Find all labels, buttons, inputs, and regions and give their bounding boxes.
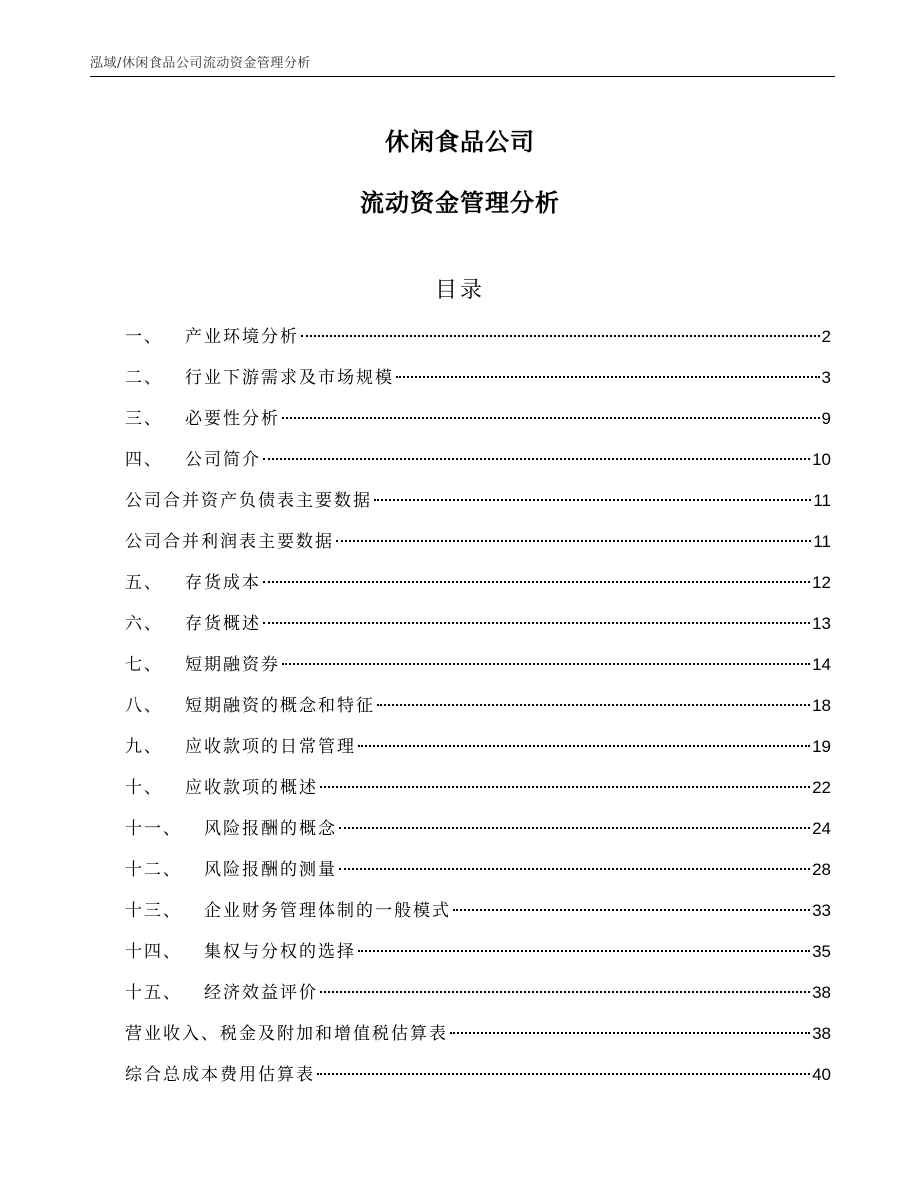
toc-dot-leader [396,376,820,378]
toc-entry[interactable] [125,483,831,524]
toc-entry-page: 24 [812,819,831,838]
toc-entry-page: 9 [821,409,831,428]
toc-entry[interactable] [125,1057,831,1098]
toc-entry[interactable] [125,811,831,852]
toc-entry[interactable] [125,729,831,770]
toc-entry-title: 营业收入、税金及附加和增值税估算表 [125,1024,448,1044]
toc-entry-number: 十三、 [125,901,182,921]
toc-entry-page: 22 [812,778,831,797]
toc-entry[interactable] [125,770,831,811]
toc-entry-page: 10 [812,450,831,469]
toc-dot-leader [377,704,810,706]
toc-entry-number: 十二、 [125,860,182,880]
toc-entry-page: 14 [812,655,831,674]
toc-dot-leader [453,909,810,911]
toc-entry-number: 六、 [125,614,163,634]
toc-entry[interactable] [125,893,831,934]
toc-entry[interactable] [125,524,831,565]
toc-entry-title: 风险报酬的测量 [204,860,337,880]
toc-entry-title: 公司简介 [185,450,261,470]
toc-dot-leader [320,991,810,993]
toc-entry-title: 短期融资券 [185,655,280,675]
toc-entry-page: 35 [812,942,831,961]
toc-entry-page: 18 [812,696,831,715]
toc-entry-title: 综合总成本费用估算表 [125,1065,315,1085]
toc-entry-number: 五、 [125,573,163,593]
toc-entry-number: 十一、 [125,819,182,839]
toc-entry-title: 必要性分析 [185,409,280,429]
toc-entry[interactable] [125,442,831,483]
toc-dot-leader [450,1032,810,1034]
table-of-contents [125,319,831,1098]
toc-entry-title: 公司合并利润表主要数据 [125,532,334,552]
toc-entry-page: 40 [812,1065,831,1084]
toc-dot-leader [282,663,810,665]
toc-entry-number: 七、 [125,655,163,675]
toc-entry[interactable] [125,647,831,688]
toc-entry[interactable] [125,606,831,647]
toc-dot-leader [374,499,811,501]
toc-entry-page: 38 [812,1024,831,1043]
toc-entry-title: 集权与分权的选择 [204,942,356,962]
toc-entry-title: 应收款项的日常管理 [185,737,356,757]
toc-entry-number: 二、 [125,368,163,388]
toc-entry-page: 3 [821,368,831,387]
toc-dot-leader [301,335,820,337]
running-header: 泓域/休闲食品公司流动资金管理分析 [90,56,311,71]
toc-entry-page: 19 [812,737,831,756]
toc-entry-title: 产业环境分析 [185,327,299,347]
toc-dot-leader [320,786,810,788]
toc-entry[interactable] [125,934,831,975]
toc-entry[interactable] [125,360,831,401]
toc-entry-title: 存货成本 [185,573,261,593]
toc-dot-leader [336,540,811,542]
toc-entry-title: 经济效益评价 [204,983,318,1003]
toc-entry-title: 短期融资的概念和特征 [185,696,375,716]
toc-entry-number: 十五、 [125,983,182,1003]
toc-entry-page: 28 [812,860,831,879]
toc-entry-title: 行业下游需求及市场规模 [185,368,394,388]
toc-entry-title: 存货概述 [185,614,261,634]
toc-entry-number: 三、 [125,409,163,429]
toc-entry-number: 一、 [125,327,163,347]
toc-entry-page: 33 [812,901,831,920]
document-title-line2: 流动资金管理分析 [360,189,560,217]
toc-entry-page: 38 [812,983,831,1002]
toc-heading: 目录 [434,278,485,303]
toc-dot-leader [339,868,810,870]
toc-entry-title: 应收款项的概述 [185,778,318,798]
toc-entry-title: 企业财务管理体制的一般模式 [204,901,451,921]
toc-entry-number: 八、 [125,696,163,716]
toc-entry-page: 2 [821,327,831,346]
toc-entry-number: 十四、 [125,942,182,962]
toc-entry[interactable] [125,688,831,729]
toc-dot-leader [317,1073,810,1075]
toc-entry-page: 12 [812,573,831,592]
toc-entry[interactable] [125,401,831,442]
toc-entry-number: 四、 [125,450,163,470]
header-divider [90,76,835,77]
toc-dot-leader [339,827,810,829]
toc-entry-page: 11 [813,491,831,510]
toc-entry[interactable] [125,319,831,360]
document-title-line1: 休闲食品公司 [385,128,535,156]
toc-entry[interactable] [125,975,831,1016]
toc-dot-leader [358,745,810,747]
toc-entry-number: 十、 [125,778,163,798]
toc-entry-number: 九、 [125,737,163,757]
toc-entry-page: 11 [813,532,831,551]
toc-dot-leader [282,417,820,419]
toc-dot-leader [263,581,810,583]
toc-dot-leader [358,950,810,952]
toc-entry[interactable] [125,852,831,893]
toc-entry[interactable] [125,565,831,606]
toc-entry-title: 公司合并资产负债表主要数据 [125,491,372,511]
toc-entry-page: 13 [812,614,831,633]
toc-dot-leader [263,622,810,624]
toc-entry-title: 风险报酬的概念 [204,819,337,839]
toc-entry[interactable] [125,1016,831,1057]
toc-dot-leader [263,458,810,460]
